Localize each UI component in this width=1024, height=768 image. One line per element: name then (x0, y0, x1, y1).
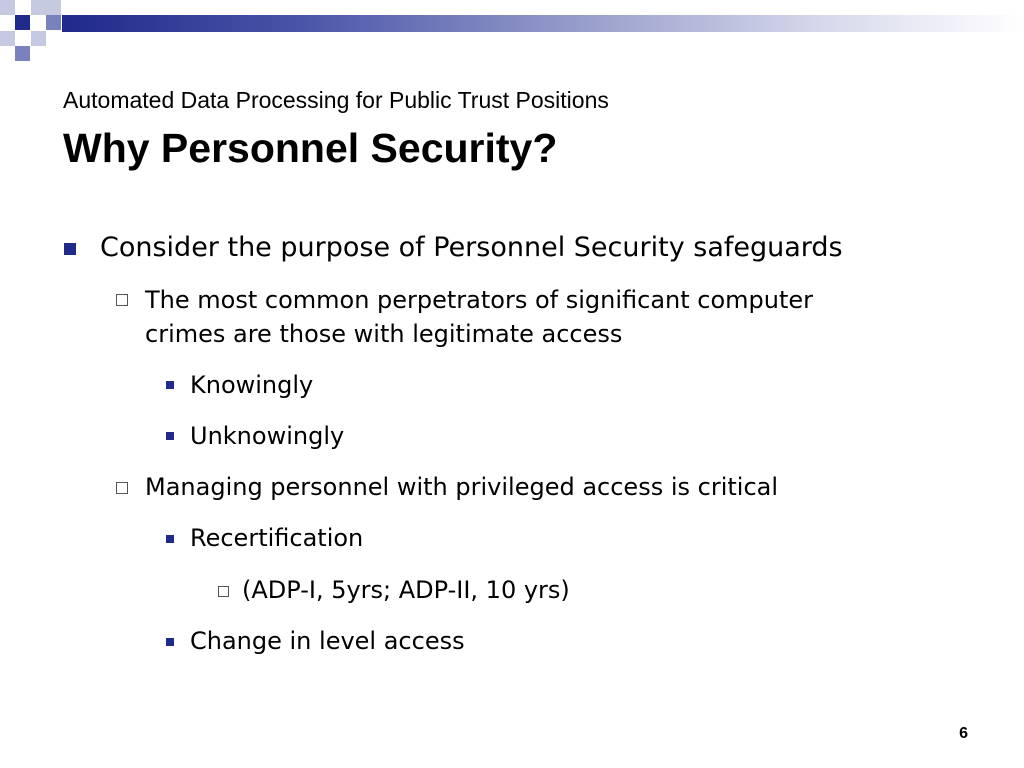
decor-square (31, 31, 46, 46)
hollow-square-marker-icon (218, 586, 229, 597)
sub-sub-bullet-text: Unknowingly (190, 422, 345, 450)
decor-square (46, 15, 61, 30)
small-bullet-marker-icon (166, 381, 174, 389)
bullet-marker-icon (64, 243, 76, 255)
bullet-text: Consider the purpose of Personnel Security safeguards (100, 232, 843, 263)
header-decoration (0, 0, 1024, 62)
sub-sub-bullet-text: Change in level access (190, 627, 465, 655)
hollow-square-marker-icon (116, 482, 128, 494)
sub-bullet-text-continued: crimes are those with legitimate access (145, 320, 623, 348)
sub-sub-bullet-text: Recertification (190, 524, 364, 552)
decor-square (0, 31, 15, 46)
decor-square (31, 0, 46, 15)
decor-square (46, 0, 61, 15)
small-bullet-marker-icon (166, 535, 174, 543)
page-number: 6 (959, 725, 968, 742)
small-bullet-marker-icon (166, 432, 174, 440)
header-gradient-bar (62, 15, 1024, 32)
level4-bullet-text: (ADP-I, 5yrs; ADP-II, 10 yrs) (242, 576, 570, 604)
sub-bullet-text: Managing personnel with privileged access is critical (145, 473, 779, 501)
slide-subtitle: Automated Data Processing for Public Trust Positions (63, 87, 609, 113)
decor-square (15, 46, 30, 61)
decor-square (0, 0, 15, 15)
decor-square (15, 15, 30, 30)
sub-bullet-text: The most common perpetrators of significant computer (145, 286, 814, 314)
hollow-square-marker-icon (116, 294, 128, 306)
sub-sub-bullet-text: Knowingly (190, 371, 314, 399)
small-bullet-marker-icon (166, 638, 174, 646)
slide-title: Why Personnel Security? (63, 125, 558, 171)
